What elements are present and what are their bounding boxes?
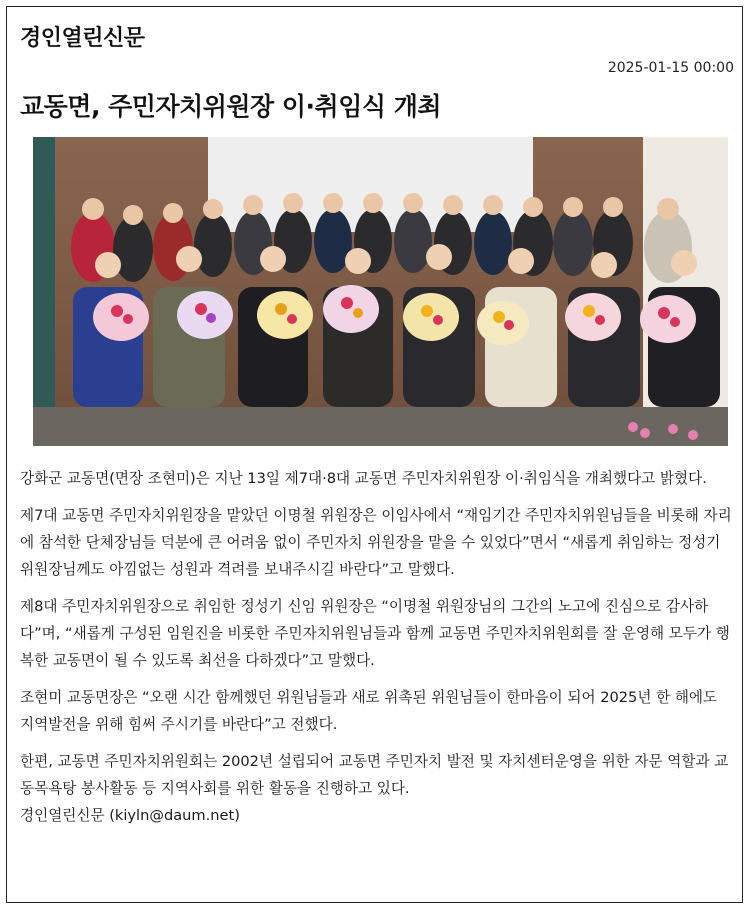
newspaper-name[interactable]: 경인열린신문 <box>20 26 145 51</box>
article-paragraph-4: 조현미 교동면장은 “오랜 시간 함께했던 위원님들과 새로 위촉된 위원님들이 한마음이 되어 2025년 한 해에도 지역발전을 위해 힘써 주시기를 바란다”고 전했다. <box>20 689 718 733</box>
article-headline: 교동면, 주민자치위원장 이·취임식 개최 <box>20 92 442 121</box>
group-photo-illustration <box>33 137 728 446</box>
article-paragraph-3: 제8대 주민자치위원장으로 취임한 정성기 신임 위원장은 “이명철 위원장님의 그간의 노고에 진심으로 감사하다”며, “새롭게 구성된 임원진을 비롯한 주민자치위원님들과 함께 교동면 주민자치위원회를 잘 운영해 모두가 행복한 교동면이 될 수 있도록 최선을 다하겠다”고 말했다. <box>20 598 730 669</box>
publish-datetime: 2025-01-15 00:00 <box>607 60 734 76</box>
article-photo <box>33 137 728 446</box>
article-paragraph-1: 강화군 교동면(면장 조현미)은 지난 13일 제7대·8대 교동면 주민자치위원장 이·취임식을 개최했다고 밝혔다. <box>20 470 707 487</box>
article-page <box>6 6 743 903</box>
article-body <box>20 465 735 829</box>
article-paragraph-5: 한편, 교동면 주민자치위원회는 2002년 설립되어 교동면 주민자치 발전 및 자치센터운영을 위한 자문 역할과 교동목욕탕 봉사활동 등 지역사회를 위한 활동을 진행하고 있다. <box>20 753 729 797</box>
article-paragraph-2: 제7대 교동면 주민자치위원장을 맡았던 이명철 위원장은 이임사에서 “재임기간 주민자치위원님들을 비롯해 자리에 참석한 단체장님들 덕분에 큰 어려움 없이 주민자치 위원장을 맡을 수 있었다”면서 “새롭게 취임하는 정성기 위원장님께도 아낌없는 성원과 격려를 보내주시길 바란다”고 말했다. <box>20 507 732 578</box>
article-byline: 경인열린신문 (kiyln@daum.net) <box>20 807 240 824</box>
